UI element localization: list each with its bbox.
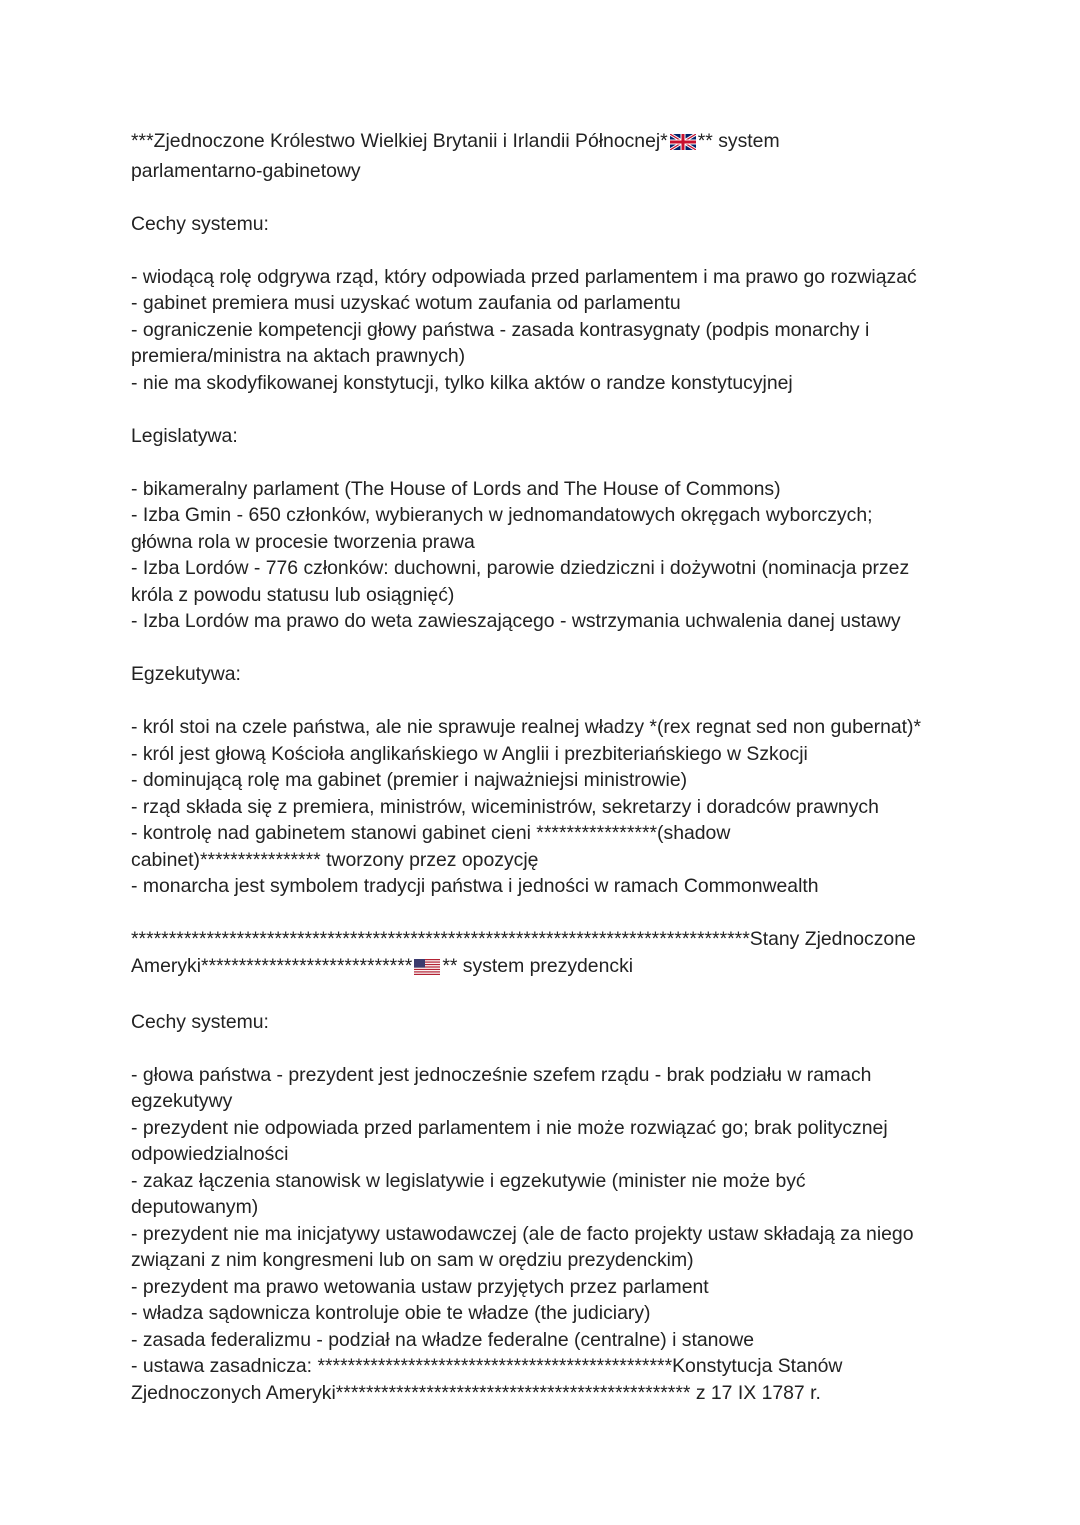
list-item: - kontrolę nad gabinetem stanowi gabinet cieni ****************(shadow — [131, 822, 731, 844]
uk-legislature-list — [131, 476, 961, 635]
list-item: odpowiedzialności — [131, 1143, 289, 1165]
us-title-line-2 — [131, 953, 961, 983]
us-title-line-1: **********************************************************************************Stany Zjednoczone — [131, 928, 916, 950]
list-item: króla z powodu statusu lub osiągnięć) — [131, 583, 455, 606]
list-item: - ograniczenie kompetencji głowy państwa - zasada kontrasygnaty (podpis monarchy i — [131, 318, 870, 341]
list-item: - dominującą rolę ma gabinet (premier i najważniejsi ministrowie) — [131, 769, 688, 791]
list-item: - król stoi na czele państwa, ale nie sprawuje realnej władzy *(rex regnat sed non gubernat)* — [131, 716, 922, 738]
uk-features-list — [131, 264, 961, 397]
us-features-heading: Cechy systemu: — [131, 1010, 269, 1033]
list-item: związani z nim kongresmeni lub on sam w orędziu prezydenckim) — [131, 1249, 694, 1271]
uk-flag-icon — [670, 131, 696, 158]
list-item: - głowa państwa - prezydent jest jednocześnie szefem rządu - brak podziału w ramach — [131, 1063, 872, 1086]
document-page — [131, 128, 961, 1406]
list-item: - prezydent nie ma inicjatywy ustawodawczej (ale de facto projekty ustaw składają za niego — [131, 1222, 914, 1245]
list-item: premiera/ministra na aktach prawnych) — [131, 345, 466, 367]
list-item: - nie ma skodyfikowanej konstytucji, tylko kilka aktów o randze konstytucyjnej — [131, 371, 793, 394]
list-item: - zakaz łączenia stanowisk w legislatywie i egzekutywie (minister nie może być — [131, 1169, 806, 1192]
list-item: - zasada federalizmu - podział na władze federalne (centralne) i stanowe — [131, 1328, 754, 1351]
uk-title-suffix: ** system — [697, 130, 780, 152]
us-title-suffix: ** system prezydencki — [442, 954, 634, 977]
list-item: - wiodącą rolę odgrywa rząd, który odpowiada przed parlamentem i ma prawo go rozwiązać — [131, 265, 917, 288]
list-item: - bikameralny parlament (The House of Lords and The House of Commons) — [131, 477, 781, 500]
uk-features-heading: Cechy systemu: — [131, 212, 269, 235]
uk-executive-heading: Egzekutywa: — [131, 663, 241, 685]
list-item: - Izba Lordów ma prawo do weta zawieszającego - wstrzymania uchwalenia danej ustawy — [131, 610, 901, 632]
list-item: - władza sądownicza kontroluje obie te władze (the judiciary) — [131, 1302, 651, 1324]
list-item: - Izba Lordów - 776 członków: duchowni, parowie dziedziczni i dożywotni (nominacja przez — [131, 557, 910, 579]
list-item: deputowanym) — [131, 1196, 259, 1218]
list-item: - ustawa zasadnicza: ***********************************************Konstytucja Stanów — [131, 1355, 843, 1377]
list-item: - prezydent ma prawo wetowania ustaw przyjętych przez parlament — [131, 1275, 709, 1298]
list-item: cabinet)**************** tworzony przez opozycję — [131, 848, 539, 871]
uk-executive-list — [131, 714, 961, 900]
list-item: - gabinet premiera musi uzyskać wotum zaufania od parlamentu — [131, 292, 681, 314]
list-item: - Izba Gmin - 650 członków, wybieranych w jednomandatowych okręgach wyborczych; — [131, 504, 873, 526]
us-title-text: Ameryki**************************** — [131, 954, 413, 977]
us-features-list — [131, 1062, 961, 1407]
list-item: egzekutywy — [131, 1090, 233, 1112]
list-item: - rząd składa się z premiera, ministrów, wiceministrów, sekretarzy i doradców prawnych — [131, 795, 879, 818]
list-item: Zjednoczonych Ameryki*********************************************** z 17 IX 1787 r. — [131, 1381, 821, 1404]
list-item: - monarcha jest symbolem tradycji państwa i jedności w ramach Commonwealth — [131, 875, 819, 897]
uk-title-text: ***Zjednoczone Królestwo Wielkiej Brytanii i Irlandii Północnej* — [131, 130, 668, 152]
uk-title-line-1 — [131, 128, 961, 158]
us-flag-icon — [414, 956, 440, 983]
list-item: - król jest głową Kościoła anglikańskiego w Anglii i prezbiteriańskiego w Szkocji — [131, 742, 808, 765]
uk-legislature-heading: Legislatywa: — [131, 424, 238, 447]
list-item: - prezydent nie odpowiada przed parlamentem i nie może rozwiązać go; brak politycznej — [131, 1116, 888, 1139]
uk-title-line-2: parlamentarno-gabinetowy — [131, 159, 361, 182]
list-item: główna rola w procesie tworzenia prawa — [131, 530, 475, 553]
